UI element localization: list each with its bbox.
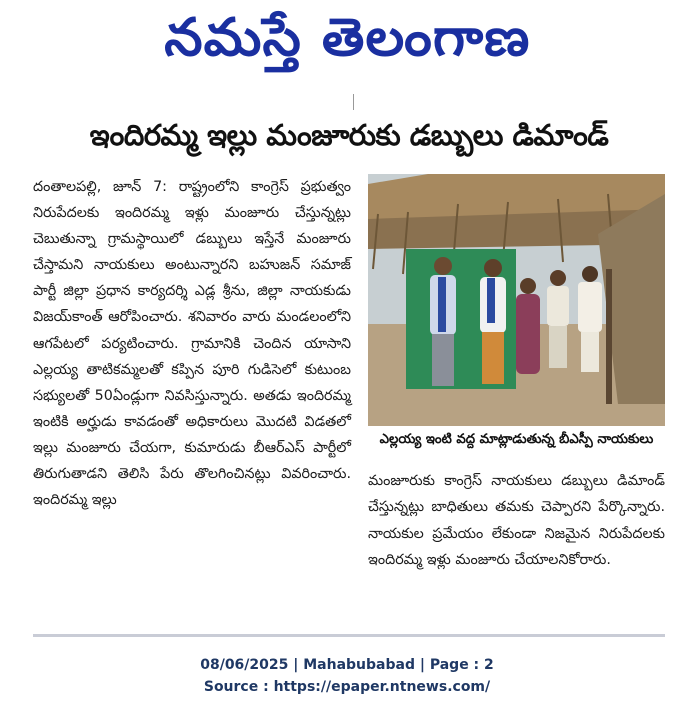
article-photo (368, 174, 665, 426)
person-1 (430, 257, 456, 386)
newspaper-masthead (0, 0, 694, 92)
right-column-text: మంజూరుకు కాంగ్రెస్ నాయకులు డబ్బులు డిమాండ్ చేస్తున్నట్లు బాధితులు తమకు చెప్పారని పేర్కొన్నారు. నాయకుల ప్రమేయం లేకుండా నిజమైన నిరుపేదలకు ఇందిరమ్మ ఇళ్లు మంజూరు చేయాలనికోరారు. (368, 473, 665, 568)
article-clipping (33, 94, 665, 634)
photo-caption: ఎల్లయ్య ఇంటి వద్ద మాట్లాడుతున్న బీఎస్పీ నాయకులు (379, 432, 654, 447)
photo-illustration (368, 174, 665, 426)
masthead-title: నమస్తే తెలంగాణ (163, 8, 531, 68)
column-divider (353, 94, 354, 110)
source-footer (0, 654, 694, 698)
article-right-column (368, 468, 665, 573)
footer-date-edition: 08/06/2025 | Mahabubabad | Page : 2 (200, 657, 494, 673)
article-left-column (33, 174, 351, 513)
left-column-text: దంతాలపల్లి, జూన్ 7: రాష్ట్రంలోని కాంగ్రెస్ ప్రభుత్వం నిరుపేదలకు ఇందిరమ్మ ఇళ్లు మంజూరు చేస్తున్నట్లు చెబుతున్నా గ్రామస్థాయిలో డబ్బులు ఇస్తేనే మంజూరు చేస్తామని నాయకులు అంటున్నారని బహుజన్ సమాజ్ పార్టీ జిల్లా ప్రధాన కార్యదర్శి ఎడ్ల శ్రీను, జిల్లా నాయకుడు విజయ్‌కాంత్ ఆరోపించారు. శనివారం వారు మండలంలోని ఆగపేటలో పర్యటించారు. గ్రామానికి చెందిన యాసాని ఎల్లయ్య తాటికమ్మలతో కప్పిన పూరి గుడిసెలో కుటుంబ సభ్యులతో 50ఏండ్లుగా నివసిస్తున్నారు. అతడు ఇందిరమ్మ ఇంటికి అర్హుడు కావడంతో అధికారులు మొదటి విడతలో ఇల్లు మంజూరు చేయగా, కుమారుడు బీఆర్ఎస్ పార్టీలో తిరుగుతాడని తెలిసి పేరు తొలగించినట్లు వివరించారు. ఇందిరమ్మ ఇల్లు (33, 179, 351, 509)
article-headline: ఇందిరమ్మ ఇల్లు మంజూరుకు డబ్బులు డిమాండ్ (89, 118, 609, 152)
footer-source: Source : https://epaper.ntnews.com/ (203, 679, 491, 695)
bottom-rule (33, 634, 665, 637)
cut-off-previous-text (33, 94, 665, 110)
person-2 (480, 259, 506, 384)
